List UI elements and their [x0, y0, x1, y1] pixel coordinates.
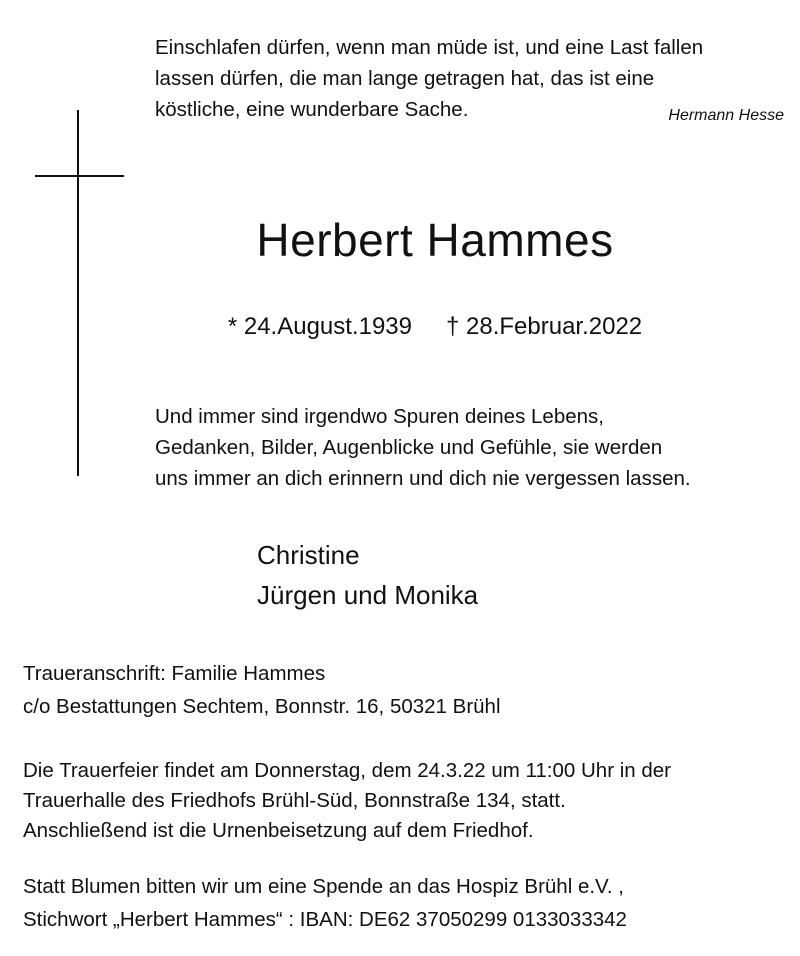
death-date: † 28.Februar.2022 [446, 313, 643, 340]
cross-vertical-bar [77, 110, 79, 476]
mourner-name: Christine [257, 540, 360, 570]
quote-line: köstliche, eine wunderbare Sache. [155, 98, 469, 121]
ceremony-line: Die Trauerfeier findet am Donnerstag, dem 24.3.22 um 11:00 Uhr in der [23, 759, 671, 782]
donation-line: Stichwort „Herbert Hammes“ : IBAN: DE62 37050299 0133033342 [23, 908, 627, 931]
quote-line: Einschlafen dürfen, wenn man müde ist, und eine Last fallen [155, 36, 704, 59]
address-line: c/o Bestattungen Sechtem, Bonnstr. 16, 50321 Brühl [23, 695, 501, 718]
cross-horizontal-bar [35, 175, 124, 177]
verse-line: Und immer sind irgendwo Spuren deines Lebens, [155, 405, 604, 428]
quote-line: lassen dürfen, die man lange getragen hat, das ist eine [155, 67, 655, 90]
quote-author: Hermann Hesse [668, 107, 784, 124]
mourners-list [257, 535, 757, 615]
life-dates [150, 310, 720, 344]
verse-line: uns immer an dich erinnern und dich nie vergessen lassen. [155, 467, 691, 490]
funeral-ceremony-info [23, 756, 783, 846]
verse-line: Gedanken, Bilder, Augenblicke und Gefühle, sie werden [155, 436, 663, 459]
ceremony-line: Anschließend ist die Urnenbeisetzung auf dem Friedhof. [23, 819, 534, 842]
birth-date: * 24.August.1939 [227, 313, 412, 340]
mourning-address [23, 657, 783, 723]
mourner-name: Jürgen und Monika [257, 580, 479, 610]
memorial-verse [155, 401, 785, 494]
deceased-name: Herbert Hammes [256, 214, 614, 266]
donation-request [23, 870, 783, 936]
donation-line: Statt Blumen bitten wir um eine Spende an das Hospiz Brühl e.V. , [23, 875, 624, 898]
address-line: Traueranschrift: Familie Hammes [23, 662, 326, 685]
ceremony-line: Trauerhalle des Friedhofs Brühl-Süd, Bonnstraße 134, statt. [23, 789, 566, 812]
